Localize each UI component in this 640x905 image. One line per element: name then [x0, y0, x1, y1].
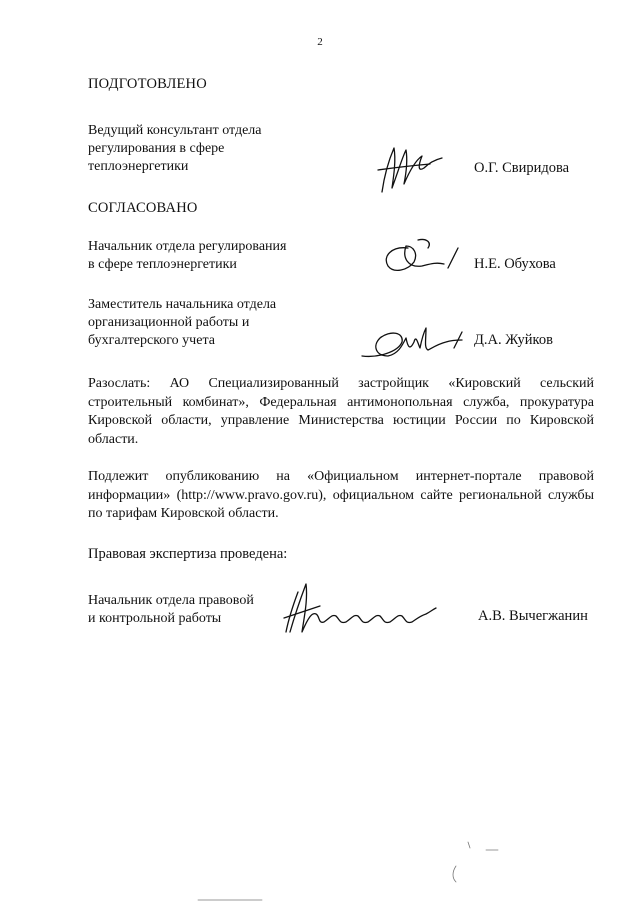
- position-line: в сфере теплоэнергетики: [88, 257, 237, 272]
- position-line: Начальник отдела правовой: [88, 593, 254, 608]
- distribution-paragraph: Разослать: АО Специализированный застройщик «Кировский сельский строительный комбинат», Федеральная антимонопольная служба, прокуратура Кировской области, управление Министерства юстиции России по Кировской области.: [88, 376, 594, 447]
- agreed-signer-2-name: Д.А. Жуйков: [474, 332, 553, 348]
- signature-vychegzhanin: [280, 578, 440, 636]
- scan-line: [196, 896, 266, 904]
- position-line: регулирования в сфере: [88, 141, 225, 156]
- position-line: и контрольной работы: [88, 611, 222, 626]
- publication-paragraph: Подлежит опубликованию на «Официальном интернет-портале правовой информации» (http://www.pravo.gov.ru), официальном сайте региональной службы по тарифам Кировской области.: [88, 469, 594, 521]
- legal-review-position: [88, 592, 254, 628]
- position-line: Ведущий консультант отдела: [88, 123, 262, 138]
- position-line: Начальник отдела регулирования: [88, 239, 287, 254]
- signature-zhuikov: [358, 318, 468, 368]
- prepared-heading: ПОДГОТОВЛЕНО: [88, 76, 207, 92]
- agreed-heading: СОГЛАСОВАНО: [88, 200, 198, 216]
- prepared-position: [88, 122, 262, 176]
- position-line: теплоэнергетики: [88, 159, 189, 174]
- agreed-signer-1-position: [88, 238, 286, 274]
- agreed-signer-2-position: [88, 296, 276, 350]
- position-line: Заместитель начальника отдела: [88, 297, 277, 312]
- legal-review-statement: Правовая экспертиза проведена:: [88, 546, 288, 562]
- prepared-name: О.Г. Свиридова: [474, 160, 570, 176]
- signature-sviridova: [372, 140, 448, 198]
- position-line: организационной работы и: [88, 315, 250, 330]
- signature-obukhova: [378, 234, 462, 276]
- legal-review-name: А.В. Вычегжанин: [478, 608, 588, 624]
- agreed-signer-1-name: Н.Е. Обухова: [474, 256, 556, 272]
- position-line: бухгалтерского учета: [88, 333, 215, 348]
- scan-marks: [446, 838, 536, 884]
- page-number: 2: [317, 36, 323, 48]
